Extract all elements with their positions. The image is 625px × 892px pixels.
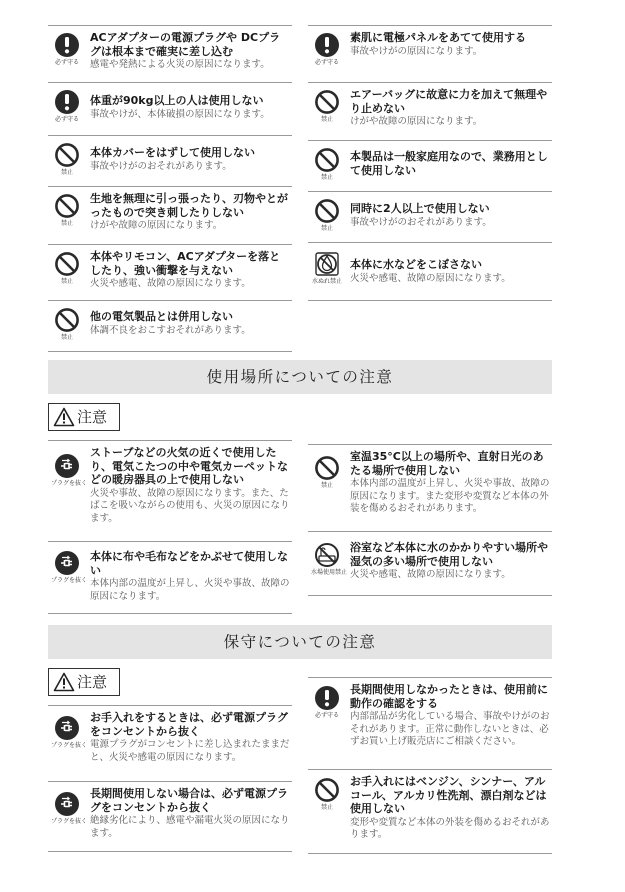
warning-item	[308, 141, 552, 192]
warning-item	[308, 192, 552, 243]
warning-item	[308, 83, 552, 141]
item-desc: 事故やけがのおそれがあります。	[350, 216, 492, 228]
item-desc: 事故やけがのおそれがあります。	[90, 160, 232, 172]
item-title: ACアダプターの電源プラグや DCプラグは根本まで確実に差し込む	[90, 31, 281, 58]
warning-item	[48, 440, 292, 542]
caution-label: 注意	[48, 403, 120, 431]
prohibited-icon	[54, 251, 80, 277]
item-title: お手入れをするときは、必ず電源プラグをコンセントから抜く	[90, 711, 288, 738]
icon-caption: 禁止	[320, 116, 333, 123]
must-icon	[54, 32, 80, 58]
item-title: 体重が90kg以上の人は使用しない	[90, 94, 264, 107]
warning-item	[48, 83, 292, 136]
warning-item	[48, 705, 292, 782]
item-desc: 火災や感電、故障の原因になります。	[350, 272, 511, 284]
warning-triangle-icon	[53, 672, 75, 692]
unplug-icon	[54, 791, 80, 817]
icon-caption: 禁止	[60, 278, 73, 285]
item-title: 本体カバーをはずして使用しない	[90, 146, 255, 159]
icon-caption: 禁止	[60, 220, 73, 227]
unplug-icon	[54, 715, 80, 741]
item-title: 素肌に電極パネルをあてて使用する	[350, 31, 526, 44]
warning-item	[48, 245, 292, 301]
item-desc: 火災や事故、故障の原因になります。また、たばこを吸いながらの使用も、火災の原因になります。	[90, 487, 290, 524]
icon-caption: 水ぬれ禁止	[311, 278, 342, 285]
warning-item	[308, 243, 552, 301]
warning-item	[308, 444, 552, 532]
item-title: 本体に布や毛布などをかぶせて使用しない	[90, 550, 288, 577]
icon-caption: プラグを抜く	[51, 577, 88, 584]
prohibited-icon	[54, 307, 80, 333]
prohibited-icon	[314, 147, 340, 173]
warning-item	[48, 542, 292, 614]
section-heading-usage: 使用場所についての注意	[48, 360, 552, 394]
warning-item	[308, 677, 552, 770]
warning-item	[48, 301, 292, 352]
item-desc: 変形や変質など本体の外装を傷めるおそれがあります。	[350, 816, 550, 840]
warning-item	[308, 25, 552, 83]
item-desc: 体調不良をおこすおそれがあります。	[90, 324, 251, 336]
item-title: 長期間使用しなかったときは、使用前に動作の確認をする	[350, 683, 548, 710]
item-title: ストーブなどの火気の近くで使用したり、電気こたつの中や電気カーペットなどの暖房器具の上で使用しない	[90, 446, 288, 486]
item-desc: 感電や発熱による火災の原因になります。	[90, 59, 270, 70]
item-title: 本体に水などをこぼさない	[350, 258, 482, 271]
must-icon	[54, 89, 80, 115]
warning-item	[48, 136, 292, 187]
item-desc: 事故やけが、本体破損の原因になります。	[90, 108, 270, 120]
icon-caption: 必ず守る	[314, 59, 339, 66]
item-title: 室温35°C以上の場所や、直射日光のあたる場所で使用しない	[350, 450, 544, 477]
prohibited-icon	[314, 455, 340, 481]
icon-caption: プラグを抜く	[51, 818, 88, 825]
warning-item	[308, 770, 552, 854]
item-title: 生地を無理に引っ張ったり、刃物やとがったもので突き刺したりしない	[90, 192, 288, 219]
item-title: 長期間使用しない場合は、必ず電源プラグをコンセントから抜く	[90, 787, 288, 814]
icon-caption: プラグを抜く	[51, 480, 88, 487]
warning-item	[48, 187, 292, 245]
item-desc: けがや故障の原因になります。	[350, 116, 483, 127]
item-title: 他の電気製品とは併用しない	[90, 310, 233, 323]
icon-caption: 禁止	[320, 174, 333, 181]
unplug-icon	[54, 453, 80, 479]
item-title: お手入れにはベンジン、シンナー、アルコール、アルカリ性洗剤、漂白剤などは使用しない	[350, 775, 547, 815]
item-title: 浴室など本体に水のかかりやすい場所や湿気の多い場所で使用しない	[350, 541, 548, 568]
item-desc: けがや故障の原因になります。	[90, 220, 223, 231]
icon-caption: 禁止	[320, 804, 333, 811]
icon-caption: 必ず守る	[314, 712, 339, 719]
no-water-icon	[314, 251, 340, 277]
item-desc: 火災や感電、故障の原因になります。	[350, 569, 511, 580]
warning-item	[48, 25, 292, 83]
no-bathroom-icon	[314, 542, 340, 568]
icon-caption: 禁止	[320, 225, 333, 232]
prohibited-icon	[314, 89, 340, 115]
unplug-icon	[54, 550, 80, 576]
item-desc: 電源プラグがコンセントに差し込まれたままだと、火災や感電の原因になります。	[90, 739, 290, 763]
prohibited-icon	[314, 198, 340, 224]
warning-item	[308, 532, 552, 596]
item-desc: 火災や感電、故障の原因になります。	[90, 278, 251, 289]
item-title: エアーバッグに故意に力を加えて無理やり止めない	[350, 88, 548, 115]
item-title: 同時に2人以上で使用しない	[350, 202, 490, 215]
icon-caption: 必ず守る	[54, 116, 79, 123]
item-desc: 事故やけがの原因になります。	[350, 45, 483, 57]
icon-caption: 禁止	[60, 334, 73, 341]
icon-caption: プラグを抜く	[51, 742, 88, 749]
icon-caption: 禁止	[320, 482, 333, 489]
item-title: 本製品は一般家庭用なので、業務用として使用しない	[350, 150, 548, 177]
icon-caption: 必ず守る	[54, 59, 79, 66]
icon-caption: 水場使用禁止	[311, 569, 348, 576]
item-desc: 本体内部の温度が上昇し、火災や事故、故障の原因になります。また変形や変質など本体の外装を傷めるおそれがあります。	[350, 478, 550, 514]
warning-item	[48, 782, 292, 852]
prohibited-icon	[54, 193, 80, 219]
must-icon	[314, 32, 340, 58]
must-icon	[314, 685, 340, 711]
item-desc: 本体内部の温度が上昇し、火災や事故、故障の原因になります。	[90, 578, 290, 602]
caution-label: 注意	[48, 668, 120, 696]
prohibited-icon	[314, 777, 340, 803]
item-desc: 絶縁劣化により、感電や漏電火災の原因になります。	[90, 815, 290, 839]
section-heading-maintenance: 保守についての注意	[48, 625, 552, 659]
icon-caption: 禁止	[60, 169, 73, 176]
item-desc: 内部部品が劣化している場合、事故やけがのおそれがあります。正常に動作しないときは、必ずお買い上げ販売店にご相談ください。	[350, 711, 550, 747]
prohibited-icon	[54, 142, 80, 168]
warning-triangle-icon	[53, 407, 75, 427]
item-title: 本体やリモコン、ACアダプターを落としたり、強い衝撃を与えない	[90, 250, 281, 277]
